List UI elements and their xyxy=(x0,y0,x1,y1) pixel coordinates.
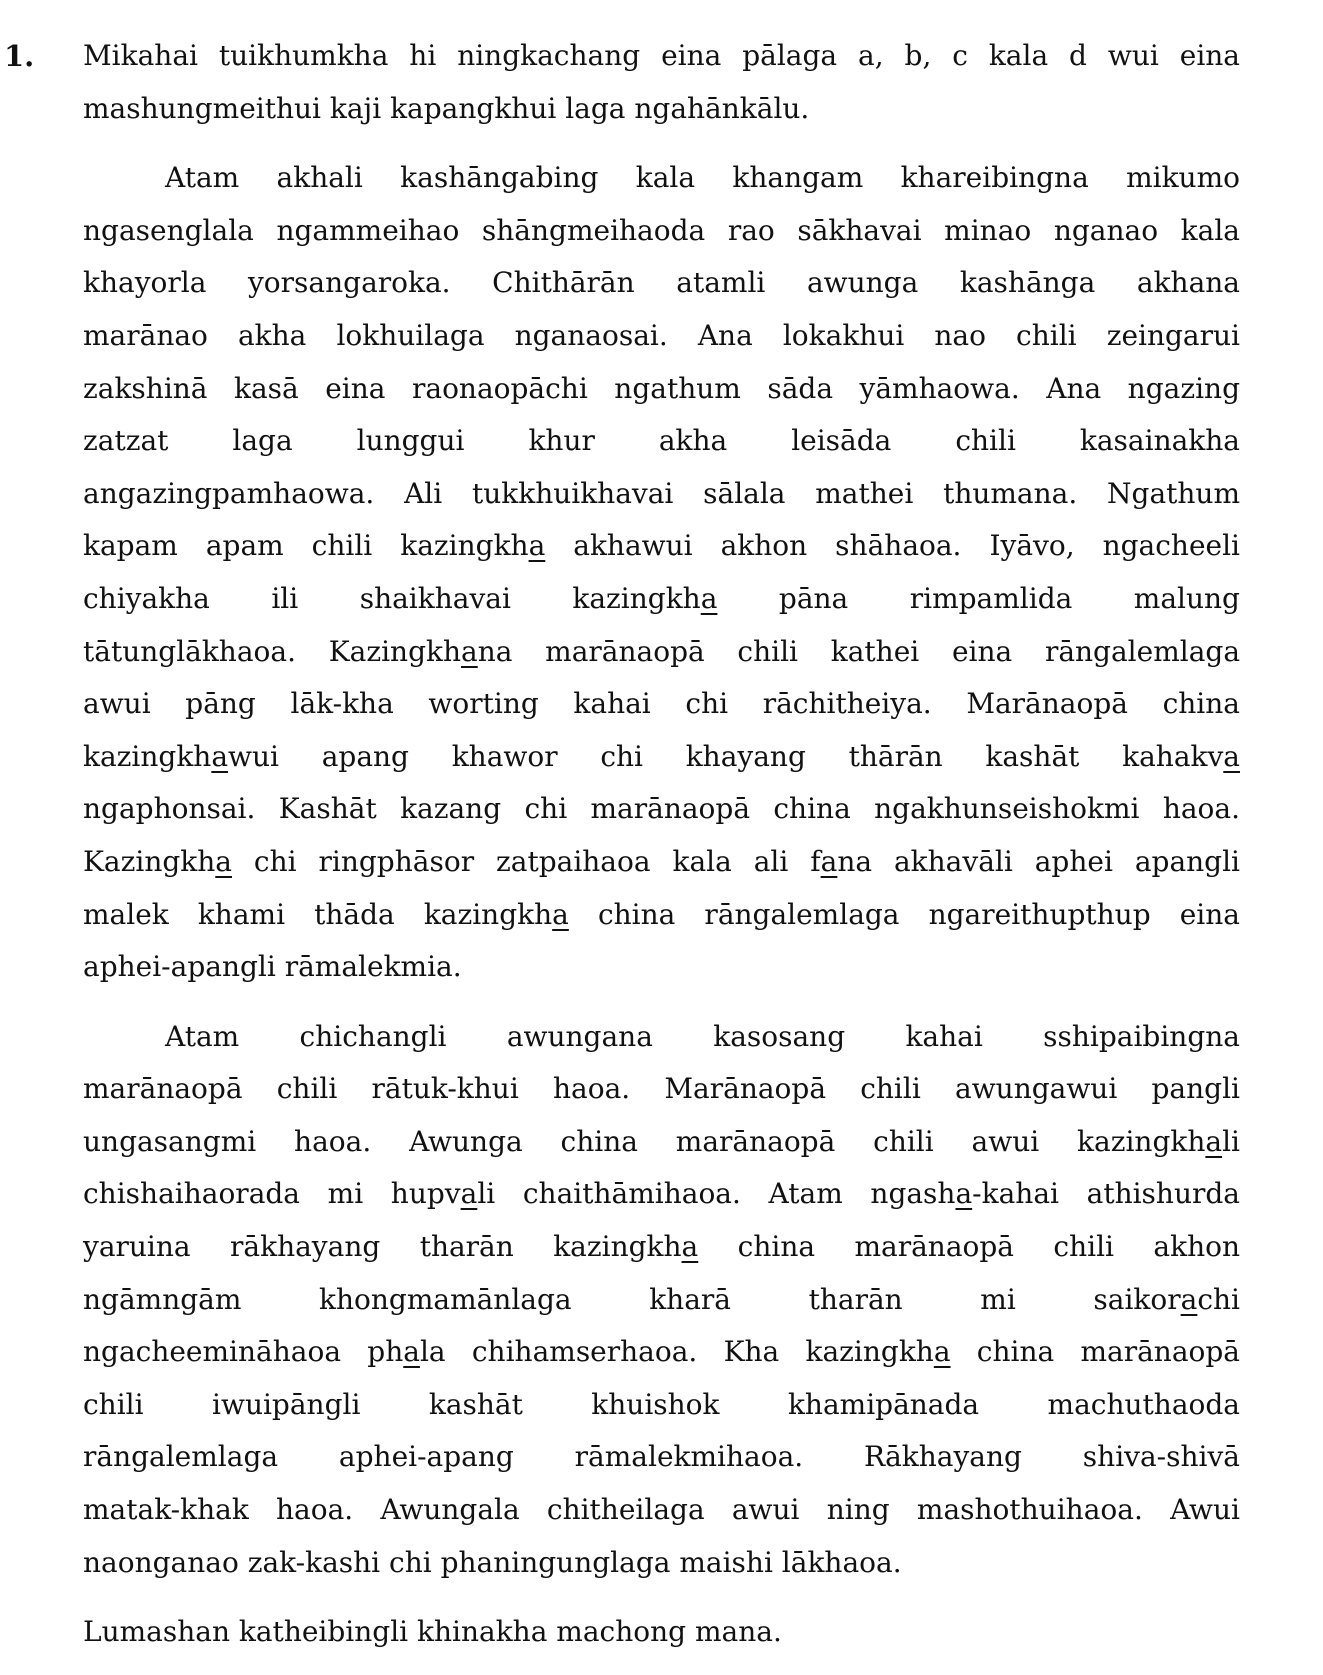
underlined-letter: a xyxy=(528,529,546,563)
underlined-letter: a xyxy=(215,844,232,878)
text-line xyxy=(83,257,1240,310)
text-segment: kapam apam chili kazingkh xyxy=(83,529,529,563)
text-segment: zakshinā kasā eina raonaopāchi ngathum sāda yāmhaowa. Ana ngazing xyxy=(83,371,1240,405)
underlined-letter: a xyxy=(820,844,838,878)
text-segment: khayorla yorsangaroka. Chithārān atamli awunga kashānga akhana xyxy=(83,266,1240,300)
text-segment: na marānaopā chili kathei eina rāngalemlaga xyxy=(477,634,1241,668)
text-segment: Lumashan katheibingli khinakha machong mana. xyxy=(83,1615,782,1649)
text-segment: china rāngalemlaga ngareithupthup eina xyxy=(568,897,1240,931)
text-segment: rāngalemlaga aphei-apang rāmalekmihaoa. Rākhayang shiva-shivā xyxy=(83,1440,1240,1474)
text-segment: aphei-apangli rāmalekmia. xyxy=(83,950,462,984)
text-segment: chili iwuipāngli kashāt khuishok khamipānada machuthaoda xyxy=(83,1387,1240,1421)
paragraph xyxy=(83,30,1240,135)
text-line xyxy=(83,30,1240,83)
underlined-letter: a xyxy=(1205,1124,1223,1158)
text-line xyxy=(83,941,1240,994)
text-segment: tātunglākhaoa. Kazingkh xyxy=(83,634,461,668)
text-segment: matak-khak haoa. Awungala chitheilaga awui ning mashothuihaoa. Awui xyxy=(83,1493,1240,1527)
text-line xyxy=(83,310,1240,363)
text-segment: chiyakha ili shaikhavai kazingkh xyxy=(83,581,701,615)
text-segment: malek khami thāda kazingkh xyxy=(83,897,553,931)
text-line xyxy=(83,468,1240,521)
text-segment: -kahai athishurda xyxy=(972,1177,1240,1211)
text-line xyxy=(83,1431,1240,1484)
underlined-letter: a xyxy=(552,897,569,931)
text-line xyxy=(83,573,1240,626)
question-number: 1. xyxy=(4,39,35,73)
text-line xyxy=(83,1326,1240,1379)
text-segment: Atam akhali kashāngabing kala khangam khareibingna mikumo xyxy=(165,161,1240,195)
text-line xyxy=(83,1063,1240,1116)
text-line xyxy=(83,1606,1240,1659)
underlined-letter: a xyxy=(403,1335,420,1369)
text-segment: chishaihaorada mi hupv xyxy=(83,1177,461,1211)
text-line xyxy=(83,415,1240,468)
text-segment: china marānaopā xyxy=(950,1335,1240,1369)
text-line xyxy=(83,152,1240,205)
text-segment: china marānaopā chili akhon xyxy=(698,1230,1241,1264)
text-segment: ungasangmi haoa. Awunga china marānaopā chili awui kazingkh xyxy=(83,1124,1206,1158)
underlined-letter: a xyxy=(955,1177,973,1211)
text-line xyxy=(83,520,1240,573)
text-line xyxy=(83,83,1240,136)
underlined-letter: a xyxy=(681,1230,699,1264)
text-segment: chi xyxy=(1197,1282,1240,1316)
text-segment: ngacheemināhaoa ph xyxy=(83,1335,404,1369)
text-segment: awui pāng lāk-kha worting kahai chi rāchitheiya. Marānaopā china xyxy=(83,687,1240,721)
text-line xyxy=(83,678,1240,731)
text-line xyxy=(83,1379,1240,1432)
text-segment: mashungmeithui kaji kapangkhui laga ngahānkālu. xyxy=(83,91,810,125)
text-segment: Mikahai tuikhumkha hi ningkachang eina pālaga a, b, c kala d wui eina xyxy=(83,39,1240,72)
text-segment: marānao akha lokhuilaga nganaosai. Ana lokakhui nao chili zeingarui xyxy=(83,318,1240,352)
paragraph xyxy=(83,152,1240,994)
text-segment: marānaopā chili rātuk-khui haoa. Marānaopā chili awungawui pangli xyxy=(83,1072,1240,1106)
text-segment: yaruina rākhayang tharān kazingkh xyxy=(83,1230,682,1264)
underlined-letter: a xyxy=(461,634,478,668)
text-segment: ngasenglala ngammeihao shāngmeihaoda rao sākhavai minao nganao kala xyxy=(83,213,1240,247)
text-segment: chi ringphāsor zatpaihaoa kala ali f xyxy=(231,844,821,878)
text-segment: li xyxy=(1222,1124,1240,1158)
underlined-letter: a xyxy=(700,581,718,615)
text-segment: naonganao zak-kashi chi phaningunglaga maishi lākhaoa. xyxy=(83,1545,902,1579)
text-line xyxy=(83,1116,1240,1169)
text-line xyxy=(83,1274,1240,1327)
text-segment: angazingpamhaowa. Ali tukkhuikhavai sālala mathei thumana. Ngathum xyxy=(83,476,1240,510)
text-line xyxy=(83,205,1240,258)
text-line xyxy=(83,363,1240,416)
text-line xyxy=(83,783,1240,836)
text-segment: wui apang khawor chi khayang thārān kashāt kahakv xyxy=(228,739,1224,773)
text-line xyxy=(83,1537,1240,1590)
passage xyxy=(83,30,1240,1659)
underlined-letter: a xyxy=(460,1177,478,1211)
underlined-letter: a xyxy=(1180,1282,1198,1316)
text-segment: pāna rimpamlida malung xyxy=(717,581,1240,615)
text-segment: na akhavāli aphei apangli xyxy=(837,844,1241,878)
paragraph xyxy=(83,1011,1240,1590)
underlined-letter: a xyxy=(1223,739,1240,773)
underlined-letter: a xyxy=(211,739,229,773)
underlined-letter: a xyxy=(933,1335,951,1369)
text-segment: Kazingkh xyxy=(83,844,216,878)
text-segment: li chaithāmihaoa. Atam ngash xyxy=(477,1177,956,1211)
text-line xyxy=(83,1011,1240,1064)
text-line xyxy=(83,731,1240,784)
paragraph xyxy=(83,1606,1240,1659)
text-segment: ngāmngām khongmamānlaga kharā tharān mi saikor xyxy=(83,1282,1181,1316)
text-line xyxy=(83,889,1240,942)
text-line xyxy=(83,1221,1240,1274)
text-segment: zatzat laga lunggui khur akha leisāda chili kasainakha xyxy=(83,424,1240,458)
text-segment: ngaphonsai. Kashāt kazang chi marānaopā china ngakhunseishokmi haoa. xyxy=(83,792,1240,826)
text-segment: la chihamserhaoa. Kha kazingkh xyxy=(419,1335,934,1369)
text-segment: Atam chichangli awungana kasosang kahai sshipaibingna xyxy=(165,1019,1240,1053)
text-line xyxy=(83,626,1240,679)
text-segment: akhawui akhon shāhaoa. Iyāvo, ngacheeli xyxy=(545,529,1241,563)
text-segment: kazingkh xyxy=(83,739,212,773)
text-line xyxy=(83,836,1240,889)
text-line xyxy=(83,1168,1240,1221)
text-line xyxy=(83,1484,1240,1537)
